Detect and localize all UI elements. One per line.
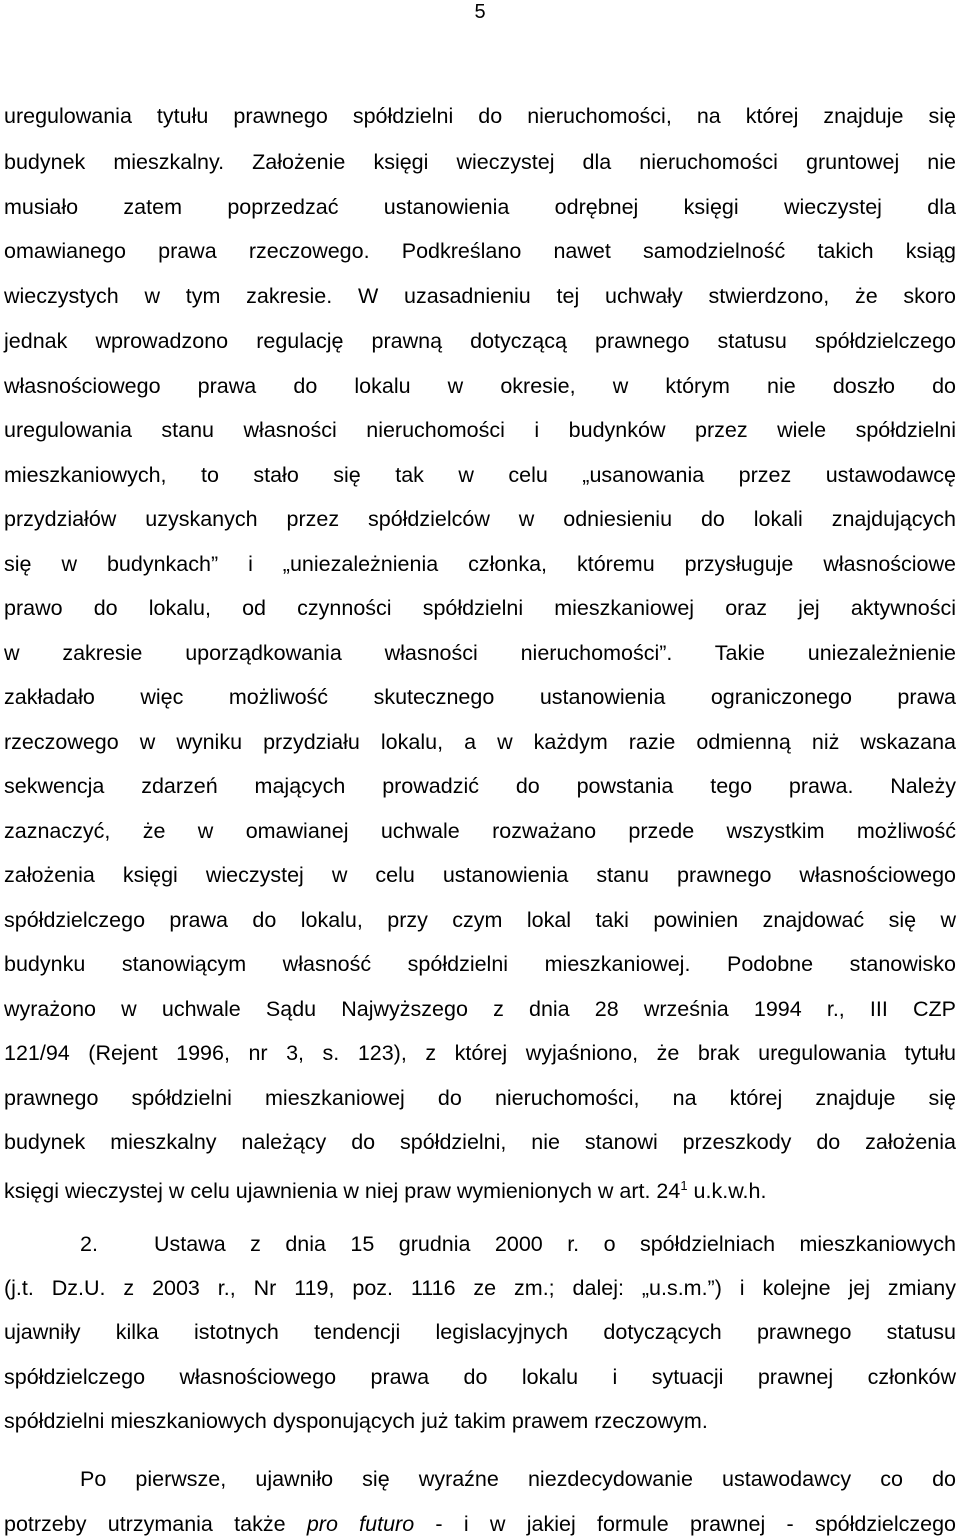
text-line [4,372,956,400]
text-line [4,995,956,1023]
line-text-tail: u.k.w.h. [687,1179,767,1204]
text-line [4,1274,956,1302]
line-text: (j.t. Dz.U. z 2003 r., Nr 119, poz. 1116 ze zm.; dalej: „u.s.m.”) i kolejne jej zmiany [4,1276,956,1300]
text-line [4,327,956,355]
line-text: sekwencja zdarzeń mających prowadzić do powstania tego prawa. Należy [4,774,956,798]
text-line [4,193,956,221]
line-text: budynek mieszkalny. Założenie księgi wieczystej dla nieruchomości gruntowej nie [4,150,956,174]
line-text: się w budynkach” i „uniezależnienia członka, któremu przysługuje własnościowe [4,552,956,576]
line-text: zakładało więc możliwość skutecznego ustanowienia ograniczonego prawa [4,685,956,709]
line-text: mieszkaniowych, to stało się tak w celu „usanowania przez ustawodawcę [4,463,956,487]
text-line [4,639,956,667]
text-line [4,1128,956,1156]
text-line [4,861,956,889]
line-text-tail: - i w jakiej formule prawnej - spółdzielczego [414,1512,956,1536]
text-line [4,1363,956,1391]
text-line [4,461,956,489]
text-line [4,817,956,845]
line-text: własnościowego prawa do lokalu w okresie, w którym nie doszło do [4,374,956,398]
page-number: 5 [474,1,486,23]
text-line [4,102,956,130]
line-text: budynek mieszkalny należący do spółdzielni, nie stanowi przeszkody do założenia [4,1130,956,1154]
line-text: spółdzielczego prawa do lokalu, przy czym lokal taki powinien znajdować się w [4,908,956,932]
line-text: księgi wieczystej w celu ujawnienia w niej praw wymienionych w art. 24 [4,1179,681,1204]
text-line [4,1407,956,1435]
text-line [4,1510,956,1538]
line-text: Ustawa z dnia 15 grudnia 2000 r. o spółdzielniach mieszkaniowych [154,1232,956,1256]
text-line [4,906,956,934]
text-line [4,594,956,622]
text-line [4,950,956,978]
text-line [4,772,956,800]
text-line [80,1230,956,1258]
text-line [4,237,956,265]
text-line [4,1172,956,1205]
text-line [4,505,956,533]
line-text: uregulowania tytułu prawnego spółdzielni do nieruchomości, na której znajduje się [4,104,956,128]
superscript: 1 [680,1178,688,1193]
text-line [80,1465,956,1493]
line-text: potrzeby utrzymania także [4,1512,307,1536]
line-text: przydziałów uzyskanych przez spółdzielców w odniesieniu do lokali znajdujących [4,507,956,531]
line-text: wieczystych w tym zakresie. W uzasadnieniu tej uchwały stwierdzono, że skoro [4,284,956,308]
line-text: zaznaczyć, że w omawianej uchwale rozważano przede wszystkim możliwość [4,819,956,843]
line-text: musiało zatem poprzedzać ustanowienia odrębnej księgi wieczystej dla [4,195,956,219]
line-text: 121/94 (Rejent 1996, nr 3, s. 123), z której wyjaśniono, że brak uregulowania tytułu [4,1041,956,1065]
text-line [4,550,956,578]
text-line [4,1039,956,1067]
text-line [4,282,956,310]
line-text: rzeczowego w wyniku przydziału lokalu, a w każdym razie odmienną niż wskazana [4,730,956,754]
italic-text: pro futuro [306,1512,415,1536]
line-text: Po pierwsze, ujawniło się wyraźne niezdecydowanie ustawodawcy co do [80,1467,956,1491]
text-line [4,728,956,756]
line-text: jednak wprowadzono regulację prawną dotyczącą prawnego statusu spółdzielczego [4,329,956,353]
line-text: wyrażono w uchwale Sądu Najwyższego z dnia 28 września 1994 r., III CZP [4,997,956,1021]
line-text: prawo do lokalu, od czynności spółdzielni mieszkaniowej oraz jej aktywności [4,596,956,620]
line-text: w zakresie uporządkowania własności nieruchomości”. Takie uniezależnienie [4,641,956,665]
line-text: spółdzielczego własnościowego prawa do lokalu i sytuacji prawnej członków [4,1365,956,1389]
text-line [4,683,956,711]
line-text: omawianego prawa rzeczowego. Podkreślano nawet samodzielność takich ksiąg [4,239,956,263]
line-text: uregulowania stanu własności nieruchomości i budynków przez wiele spółdzielni [4,418,956,442]
text-line [4,148,956,176]
text-line [4,416,956,444]
line-text: założenia księgi wieczystej w celu ustanowienia stanu prawnego własnościowego [4,863,956,887]
line-text: budynku stanowiącym własność spółdzielni mieszkaniowej. Podobne stanowisko [4,952,956,976]
line-text: spółdzielni mieszkaniowych dysponujących już takim prawem rzeczowym. [4,1409,708,1433]
list-number: 2. [80,1232,98,1256]
text-line [4,1084,956,1112]
line-text: prawnego spółdzielni mieszkaniowej do nieruchomości, na której znajduje się [4,1086,956,1110]
text-line [4,1318,956,1346]
line-text: ujawniły kilka istotnych tendencji legislacyjnych dotyczących prawnego statusu [4,1320,956,1344]
